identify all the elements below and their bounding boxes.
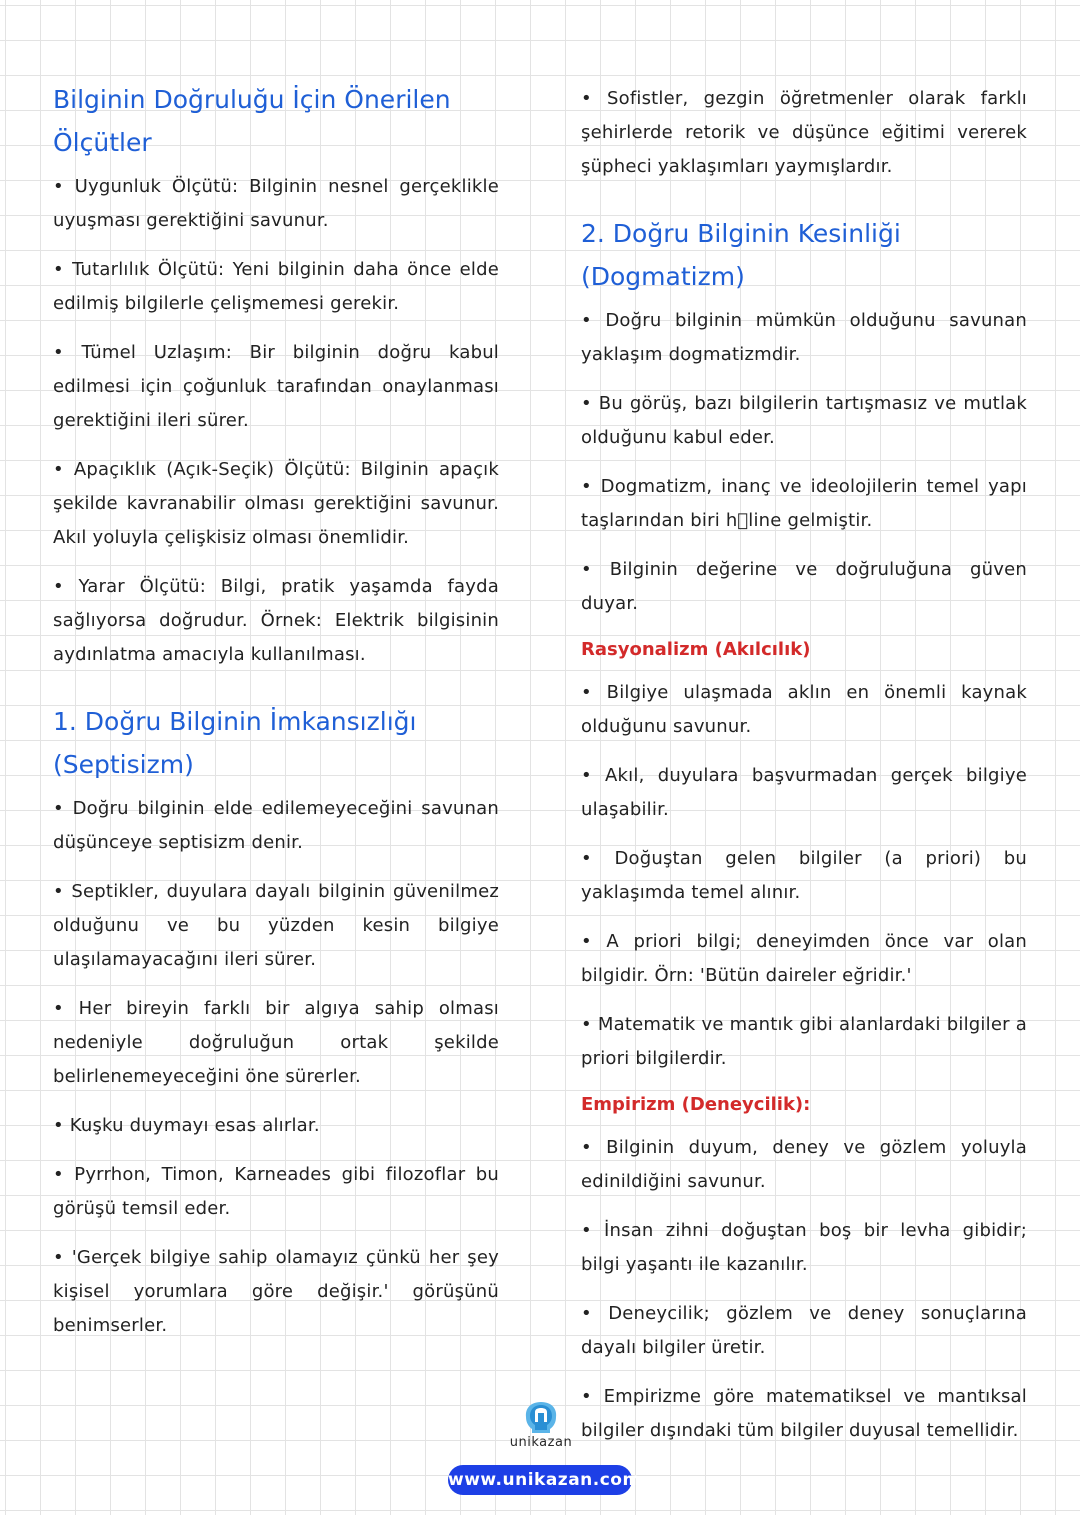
dogmatism-item: • Bilginin değerine ve doğruluğuna güven duyar. xyxy=(581,559,1027,614)
criterion-consensus: • Tümel Uzlaşım: Bir bilginin doğru kabul edilmesi için çoğunluk tarafından onaylanması gerektiğini ileri sürer. xyxy=(53,342,499,431)
head-icon xyxy=(520,1400,562,1434)
dogmatism-item: • Doğru bilginin mümkün olduğunu savunan yaklaşım dogmatizmdir. xyxy=(581,310,1027,365)
skepticism-heading: 1. Doğru Bilginin İmkansızlığı (Septisizm) xyxy=(53,707,417,779)
skepticism-item: • Doğru bilginin elde edilemeyeceğini savunan düşünceye septisizm denir. xyxy=(53,798,499,853)
sophists-item: • Sofistler, gezgin öğretmenler olarak farklı şehirlerde retorik ve düşünce eğitimi vererek şüpheci yaklaşımları yaymışlardır. xyxy=(581,88,1027,177)
empiricism-item: • İnsan zihni doğuştan boş bir levha gibidir; bilgi yaşantı ile kazanılır. xyxy=(581,1220,1027,1275)
dogmatism-item: • Dogmatizm, inanç ve ideolojilerin temel yapı taşlarından biri h⃞line gelmiştir. xyxy=(581,476,1027,531)
unikazan-logo xyxy=(505,1400,577,1450)
criterion-correspondence: • Uygunluk Ölçütü: Bilginin nesnel gerçeklikle uyuşması gerektiğini savunur. xyxy=(53,176,499,231)
skepticism-item: • Her bireyin farklı bir algıya sahip olması nedeniyle doğruluğun ortak şekilde belirlenemeyeceğini öne sürerler. xyxy=(53,998,499,1087)
website-link[interactable]: www.unikazan.com xyxy=(448,1465,632,1495)
dogmatism-item: • Bu görüş, bazı bilgilerin tartışmasız ve mutlak olduğunu kabul eder. xyxy=(581,393,1027,448)
empiricism-item: • Deneycilik; gözlem ve deney sonuçlarına dayalı bilgiler üretir. xyxy=(581,1303,1027,1358)
dogmatism-heading: 2. Doğru Bilginin Kesinliği (Dogmatizm) xyxy=(581,219,901,291)
skepticism-item: • 'Gerçek bilgiye sahip olamayız çünkü her şey kişisel yorumlara göre değişir.' görüşünü benimserler. xyxy=(53,1247,499,1336)
left-column xyxy=(53,78,499,1358)
skepticism-item: • Kuşku duymayı esas alırlar. xyxy=(53,1115,320,1136)
rationalism-item: • Doğuştan gelen bilgiler (a priori) bu yaklaşımda temel alınır. xyxy=(581,848,1027,903)
right-column xyxy=(581,82,1027,1463)
criterion-coherence: • Tutarlılık Ölçütü: Yeni bilginin daha önce elde edilmiş bilgilerle çelişmemesi gerekir. xyxy=(53,259,499,314)
skepticism-item: • Pyrrhon, Timon, Karneades gibi filozoflar bu görüşü temsil eder. xyxy=(53,1164,499,1219)
criterion-utility: • Yarar Ölçütü: Bilgi, pratik yaşamda fayda sağlıyorsa doğrudur. Örnek: Elektrik bilgisinin aydınlatma amacıyla kullanılması. xyxy=(53,576,499,665)
rationalism-item: • Matematik ve mantık gibi alanlardaki bilgiler a priori bilgilerdir. xyxy=(581,1014,1027,1069)
criteria-heading: Bilginin Doğruluğu İçin Önerilen Ölçütler xyxy=(53,85,451,157)
empiricism-item: • Empirizme göre matematiksel ve mantıksal bilgiler dışındaki tüm bilgiler duyusal temellidir. xyxy=(581,1386,1027,1441)
rationalism-heading: Rasyonalizm (Akılcılık) xyxy=(581,639,811,660)
rationalism-item: • A priori bilgi; deneyimden önce var olan bilgidir. Örn: 'Bütün daireler eğridir.' xyxy=(581,931,1027,986)
empiricism-heading: Empirizm (Deneycilik): xyxy=(581,1094,811,1115)
skepticism-item: • Septikler, duyulara dayalı bilginin güvenilmez olduğunu ve bu yüzden kesin bilgiye ulaşılamayacağını ileri sürer. xyxy=(53,881,499,970)
rationalism-item: • Akıl, duyulara başvurmadan gerçek bilgiye ulaşabilir. xyxy=(581,765,1027,820)
rationalism-item: • Bilgiye ulaşmada aklın en önemli kaynak olduğunu savunur. xyxy=(581,682,1027,737)
logo-text: unikazan xyxy=(509,1435,573,1450)
criterion-self-evidence: • Apaçıklık (Açık-Seçik) Ölçütü: Bilginin apaçık şekilde kavranabilir olması gerektiğini savunur. Akıl yoluyla çelişkisiz olması önemlidir. xyxy=(53,459,499,548)
empiricism-item: • Bilginin duyum, deney ve gözlem yoluyla edinildiğini savunur. xyxy=(581,1137,1027,1192)
